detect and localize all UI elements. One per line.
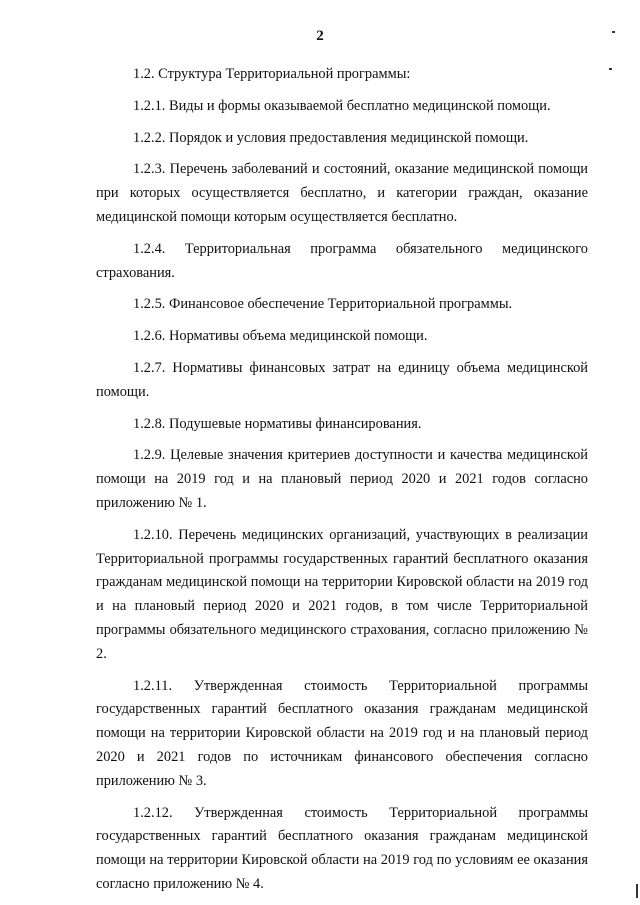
paragraph-1-2-3: 1.2.3. Перечень заболеваний и состояний, оказание медицинской помощи при которых осуществляется бесплатно, и категории граждан, оказание медицинской помощи которым осуществляется бесплатно.	[96, 161, 588, 225]
document-body	[96, 63, 588, 905]
paragraph-1-2-8: 1.2.8. Подушевые нормативы финансирования.	[133, 415, 422, 432]
paragraph-1-2-1: 1.2.1. Виды и формы оказываемой бесплатно медицинской помощи.	[133, 97, 551, 114]
scan-mark-bottom-right	[636, 884, 638, 898]
paragraph-1-2-2: 1.2.2. Порядок и условия предоставления медицинской помощи.	[133, 129, 529, 146]
paragraph-1-2-11: 1.2.11. Утвержденная стоимость Территориальной программы государственных гарантий бесплатного оказания гражданам медицинской помощи на территории Кировской области на 2019 год и на плановый период 2020 и 2021 годов по источникам финансового обеспечения согласно приложению № 3.	[96, 677, 588, 789]
paragraph-1-2-6: 1.2.6. Нормативы объема медицинской помощи.	[133, 328, 428, 345]
scan-mark-right	[609, 68, 612, 70]
paragraph-1-2-12: 1.2.12. Утвержденная стоимость Территориальной программы государственных гарантий бесплатного оказания гражданам медицинской помощи на территории Кировской области на 2019 год по условиям ее оказания согласно приложению № 4.	[96, 804, 588, 892]
page-number: 2	[316, 28, 324, 44]
paragraph-1-2-4: 1.2.4. Территориальная программа обязательного медицинского страхования.	[96, 240, 588, 281]
paragraph-1-2-7: 1.2.7. Нормативы финансовых затрат на единицу объема медицинской помощи.	[96, 359, 588, 400]
scan-mark-top-right	[612, 31, 615, 33]
paragraph-1-2-9: 1.2.9. Целевые значения критериев доступности и качества медицинской помощи на 2019 год и на плановый период 2020 и 2021 годов согласно приложению № 1.	[96, 447, 588, 511]
paragraph-1-2: 1.2. Структура Территориальной программы:	[133, 66, 411, 82]
paragraph-1-2-5: 1.2.5. Финансовое обеспечение Территориальной программы.	[133, 296, 513, 313]
paragraph-1-2-10: 1.2.10. Перечень медицинских организаций, участвующих в реализации Территориальной программы государственных гарантий бесплатного оказания гражданам медицинской помощи на территории Кировской области на 2019 год и на плановый период 2020 и 2021 годов, в том числе Территориальной программы обязательного медицинского страхования, согласно приложению № 2.	[96, 526, 588, 662]
